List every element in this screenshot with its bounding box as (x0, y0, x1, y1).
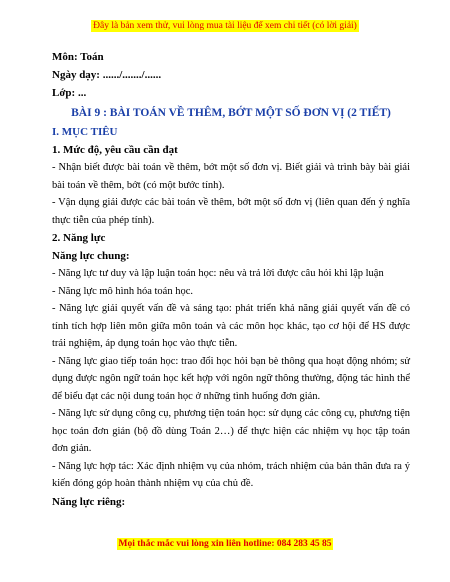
class-line: Lớp: ... (52, 87, 87, 99)
competence-paragraph-1: - Năng lực tư duy và lập luận toán học: nêu và trả lời được câu hỏi khi lập luận (52, 268, 384, 279)
competence-paragraph-3: - Năng lực giải quyết vấn đề và sáng tạo: phát triển khả năng giải quyết vấn đề có tính tích hợp liên môn giữa môn toán và các môn học khác, tạo cơ hội để HS được trải nghiệm, áp dụng toán học vào thực tiễn. (52, 303, 410, 349)
hotline-footer-text: Mọi thắc mắc vui lòng xin liên hotline: 084 283 45 85 (118, 539, 332, 549)
competence-paragraph-2: - Năng lực mô hình hóa toán học. (52, 285, 193, 297)
hotline-footer (0, 533, 450, 551)
requirement-paragraph-1: - Nhận biết được bài toán về thêm, bớt một số đơn vị. Biết giải và trình bày bài giải bài toán về thêm, bớt (có một bước tính). (52, 162, 410, 191)
competence-paragraph-4: - Năng lực giao tiếp toán học: trao đổi học hỏi bạn bè thông qua hoạt động nhóm; sử dụng được ngôn ngữ toán học kết hợp với ngôn ngữ thông thường, động tác hình thể để biểu đạt các nội dung toán học ở những tình huống đơn giản. (52, 355, 410, 402)
preview-banner-text: Đây là bản xem thử, vui lòng mua tài liệu để xem chi tiết (có lời giải) (93, 21, 357, 31)
competence-paragraph-6: - Năng lực hợp tác: Xác định nhiệm vụ của nhóm, trách nhiệm của bản thân đưa ra ý kiến đóng góp hoàn thành nhiệm vụ của chủ đề. (52, 460, 410, 489)
document-body (52, 48, 410, 511)
date-line: Ngày dạy: ....../......./...... (52, 69, 162, 81)
requirement-paragraph-2: - Vận dụng giải được các bài toán về thêm, bớt một số đơn vị (liên quan đến ý nghĩa thực tiễn của phép tính). (52, 197, 410, 226)
section-objectives-heading: I. MỤC TIÊU (52, 126, 118, 138)
subject-line: Môn: Toán (52, 51, 104, 63)
specific-competence-heading: Năng lực riêng: (52, 495, 126, 508)
competence-paragraph-5: - Năng lực sử dụng công cụ, phương tiện toán học: sử dụng các công cụ, phương tiện học toán đơn giản (bộ đồ dùng Toán 2…) để thực hiện các nhiệm vụ học tập toán đơn giản. (52, 408, 410, 454)
preview-banner (0, 15, 450, 33)
subsection-requirements-heading: 1. Mức độ, yêu cầu cần đạt (52, 144, 178, 156)
general-competence-heading: Năng lực chung: (52, 250, 130, 262)
subsection-competence-heading: 2. Năng lực (52, 232, 106, 244)
lesson-title: BÀI 9 : BÀI TOÁN VỀ THÊM, BỚT MỘT SỐ ĐƠN VỊ (2 TIẾT) (71, 107, 391, 119)
